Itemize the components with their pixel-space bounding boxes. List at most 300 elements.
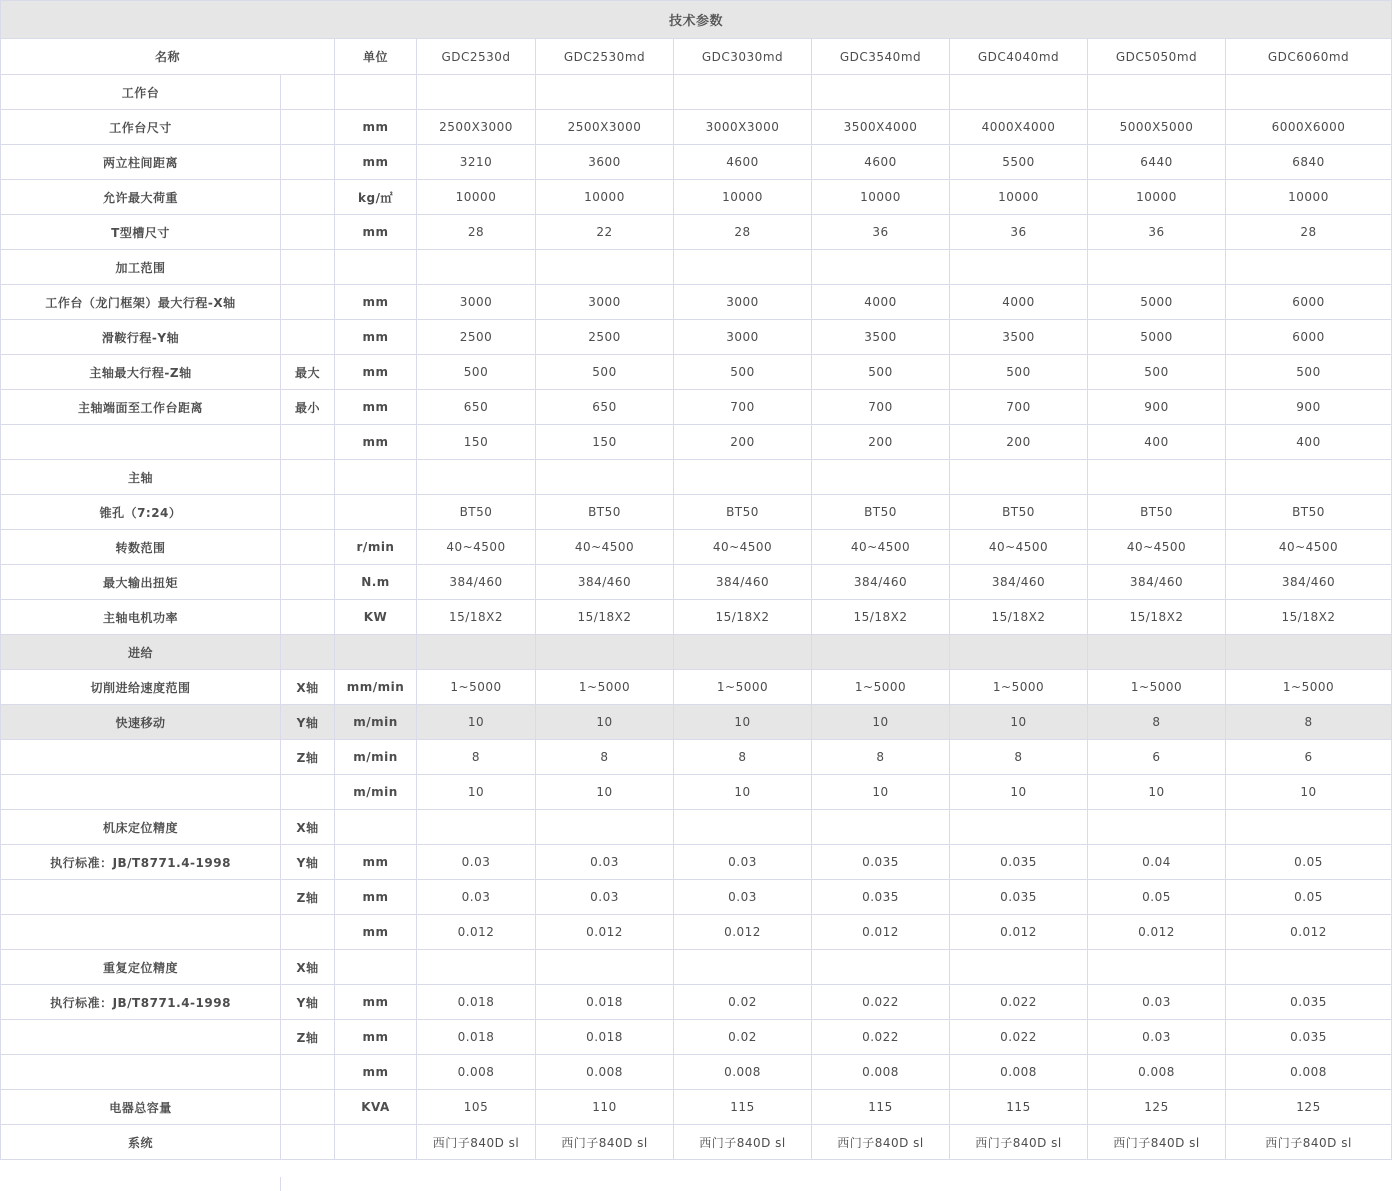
row-value: 0.018 [417, 1020, 536, 1055]
table-row [1, 810, 1392, 845]
row-value: 115 [674, 1090, 812, 1125]
row-value: 5000X5000 [1088, 110, 1226, 145]
row-value: 0.012 [417, 915, 536, 950]
row-sub [281, 180, 335, 215]
row-value: BT50 [1226, 495, 1392, 530]
row-value: 10000 [812, 180, 950, 215]
row-value: 西门子840D sl [417, 1125, 536, 1160]
row-value: 8 [812, 740, 950, 775]
row-value: 0.035 [950, 880, 1088, 915]
row-value: 700 [674, 390, 812, 425]
table-row [1, 880, 1392, 915]
row-value: 28 [674, 215, 812, 250]
row-sub: Y轴 [281, 985, 335, 1020]
row-value: 700 [950, 390, 1088, 425]
row-name [1, 775, 281, 810]
row-value: 115 [950, 1090, 1088, 1125]
row-value [812, 635, 950, 670]
row-value: 15/18X2 [1226, 600, 1392, 635]
row-value: BT50 [674, 495, 812, 530]
header-model: GDC3030md [674, 39, 812, 75]
table-row [1, 250, 1392, 285]
row-value [417, 460, 536, 495]
row-value: 0.03 [1088, 1020, 1226, 1055]
table-row [1, 495, 1392, 530]
row-sub [281, 635, 335, 670]
row-name: 两立柱间距离 [1, 145, 281, 180]
row-value: 28 [417, 215, 536, 250]
row-value: 2500X3000 [536, 110, 674, 145]
row-value: 400 [1226, 425, 1392, 460]
row-value [812, 250, 950, 285]
table-row [1, 75, 1392, 110]
row-value: 8 [1088, 705, 1226, 740]
row-value: 40~4500 [812, 530, 950, 565]
row-value: 0.03 [417, 845, 536, 880]
table-row [1, 355, 1392, 390]
row-value [536, 250, 674, 285]
row-value [674, 810, 812, 845]
row-name [1, 740, 281, 775]
row-value: 0.018 [536, 985, 674, 1020]
row-value [417, 635, 536, 670]
header-model: GDC6060md [1226, 39, 1392, 75]
row-unit: kg/㎡ [335, 180, 417, 215]
row-value: 110 [536, 1090, 674, 1125]
row-value: 200 [950, 425, 1088, 460]
row-value: 0.035 [1226, 1020, 1392, 1055]
row-name: 工作台尺寸 [1, 110, 281, 145]
row-value [536, 460, 674, 495]
row-value: 2500X3000 [417, 110, 536, 145]
row-sub [281, 565, 335, 600]
row-unit: mm [335, 145, 417, 180]
row-value: 0.03 [674, 845, 812, 880]
row-value: 0.05 [1088, 880, 1226, 915]
row-value: 0.03 [674, 880, 812, 915]
row-value: BT50 [536, 495, 674, 530]
row-value [1226, 75, 1392, 110]
row-sub [281, 1090, 335, 1125]
row-name: 快速移动 [1, 705, 281, 740]
row-value: 15/18X2 [417, 600, 536, 635]
row-value: BT50 [1088, 495, 1226, 530]
row-value: 10000 [950, 180, 1088, 215]
row-sub [281, 460, 335, 495]
row-value [950, 250, 1088, 285]
row-value: 0.022 [812, 985, 950, 1020]
row-value: 西门子840D sl [812, 1125, 950, 1160]
row-name: 切削进给速度范围 [1, 670, 281, 705]
row-unit: KVA [335, 1090, 417, 1125]
row-value: 40~4500 [950, 530, 1088, 565]
row-sub [281, 285, 335, 320]
row-value: 6440 [1088, 145, 1226, 180]
row-name: 允许最大荷重 [1, 180, 281, 215]
row-value: 700 [812, 390, 950, 425]
row-value: 6 [1226, 740, 1392, 775]
row-value [1088, 75, 1226, 110]
row-value: 650 [536, 390, 674, 425]
row-value [536, 75, 674, 110]
row-sub: 最大 [281, 355, 335, 390]
row-name: 执行标准：JB/T8771.4-1998 [1, 845, 281, 880]
row-unit [335, 810, 417, 845]
table-row [1, 215, 1392, 250]
row-value: 4000X4000 [950, 110, 1088, 145]
row-name: 主轴 [1, 460, 281, 495]
row-value: 40~4500 [536, 530, 674, 565]
row-value: 西门子840D sl [674, 1125, 812, 1160]
row-value: 22 [536, 215, 674, 250]
row-name: 最大输出扭矩 [1, 565, 281, 600]
row-value: 384/460 [674, 565, 812, 600]
row-value: 0.012 [1226, 915, 1392, 950]
row-value: 500 [1088, 355, 1226, 390]
row-value: 0.022 [950, 1020, 1088, 1055]
row-unit [335, 75, 417, 110]
row-name [1, 1020, 281, 1055]
row-name: 加工范围 [1, 250, 281, 285]
row-value: 0.022 [950, 985, 1088, 1020]
table-row [1, 985, 1392, 1020]
row-value: 900 [1226, 390, 1392, 425]
row-value: 40~4500 [1088, 530, 1226, 565]
row-value: 0.008 [1226, 1055, 1392, 1090]
header-model: GDC2530md [536, 39, 674, 75]
row-sub [281, 75, 335, 110]
row-value [950, 810, 1088, 845]
row-unit: m/min [335, 775, 417, 810]
row-value: 10 [950, 775, 1088, 810]
row-value [950, 950, 1088, 985]
row-value: 3500 [950, 320, 1088, 355]
row-sub [281, 600, 335, 635]
header-model: GDC4040md [950, 39, 1088, 75]
row-value [1226, 460, 1392, 495]
table-row [1, 740, 1392, 775]
row-value: 8 [1226, 705, 1392, 740]
row-value: 10 [674, 705, 812, 740]
row-name: T型槽尺寸 [1, 215, 281, 250]
row-value: 384/460 [812, 565, 950, 600]
row-sub: Y轴 [281, 705, 335, 740]
table-row [1, 635, 1392, 670]
row-unit: KW [335, 600, 417, 635]
row-sub [281, 915, 335, 950]
row-unit: mm [335, 1020, 417, 1055]
row-name: 进给 [1, 635, 281, 670]
row-value [1088, 810, 1226, 845]
row-value: 40~4500 [1226, 530, 1392, 565]
row-value [536, 950, 674, 985]
row-value: 3500 [812, 320, 950, 355]
row-unit: mm [335, 390, 417, 425]
table-row [1, 110, 1392, 145]
row-value: 0.04 [1088, 845, 1226, 880]
row-unit [335, 250, 417, 285]
row-unit: mm [335, 915, 417, 950]
row-value [417, 250, 536, 285]
row-unit: mm [335, 355, 417, 390]
row-value: 8 [950, 740, 1088, 775]
row-value: 西门子840D sl [1088, 1125, 1226, 1160]
row-value: 150 [536, 425, 674, 460]
row-unit: m/min [335, 740, 417, 775]
row-sub [281, 250, 335, 285]
table-tail-line [280, 1177, 281, 1191]
row-unit: N.m [335, 565, 417, 600]
row-value: 0.035 [1226, 985, 1392, 1020]
row-value: 500 [417, 355, 536, 390]
row-name [1, 915, 281, 950]
row-value: 200 [812, 425, 950, 460]
table-row [1, 565, 1392, 600]
row-unit: mm [335, 285, 417, 320]
row-sub [281, 1125, 335, 1160]
row-unit: mm [335, 880, 417, 915]
row-value: 10 [812, 705, 950, 740]
row-value: 40~4500 [417, 530, 536, 565]
row-value [1088, 635, 1226, 670]
table-row [1, 530, 1392, 565]
row-value [1088, 950, 1226, 985]
row-value: 1~5000 [536, 670, 674, 705]
row-value [1226, 810, 1392, 845]
table-row [1, 1055, 1392, 1090]
row-sub: Z轴 [281, 880, 335, 915]
row-value: 3500X4000 [812, 110, 950, 145]
row-value: 6840 [1226, 145, 1392, 180]
row-unit [335, 950, 417, 985]
row-value [674, 250, 812, 285]
row-name [1, 425, 281, 460]
row-value: 0.022 [812, 1020, 950, 1055]
row-value: 10 [1226, 775, 1392, 810]
row-value [536, 810, 674, 845]
row-value: 3000 [674, 320, 812, 355]
row-unit [335, 1125, 417, 1160]
row-value: 8 [674, 740, 812, 775]
row-value: 125 [1226, 1090, 1392, 1125]
table-row [1, 1090, 1392, 1125]
row-value: BT50 [417, 495, 536, 530]
row-name: 主轴电机功率 [1, 600, 281, 635]
row-value: 3000X3000 [674, 110, 812, 145]
table-row [1, 1125, 1392, 1160]
row-value: 500 [536, 355, 674, 390]
row-value: 1~5000 [1226, 670, 1392, 705]
row-name: 工作台 [1, 75, 281, 110]
row-value: 0.012 [812, 915, 950, 950]
row-unit: mm [335, 1055, 417, 1090]
row-value: BT50 [950, 495, 1088, 530]
row-sub: 最小 [281, 390, 335, 425]
row-value [1226, 250, 1392, 285]
row-name [1, 880, 281, 915]
row-name: 转数范围 [1, 530, 281, 565]
row-value: 105 [417, 1090, 536, 1125]
table-row [1, 425, 1392, 460]
table-row [1, 390, 1392, 425]
row-sub: X轴 [281, 950, 335, 985]
table-row [1, 845, 1392, 880]
row-value [950, 635, 1088, 670]
header-model: GDC5050md [1088, 39, 1226, 75]
row-value: 3000 [417, 285, 536, 320]
row-value [674, 635, 812, 670]
row-value: 10000 [674, 180, 812, 215]
row-value [674, 950, 812, 985]
table-row [1, 1020, 1392, 1055]
header-name: 名称 [1, 39, 335, 75]
row-value: 10000 [1088, 180, 1226, 215]
row-value: 0.035 [950, 845, 1088, 880]
row-value: 1~5000 [674, 670, 812, 705]
row-unit: mm [335, 845, 417, 880]
row-sub [281, 775, 335, 810]
row-value: 0.012 [674, 915, 812, 950]
header-model: GDC2530d [417, 39, 536, 75]
row-value [812, 810, 950, 845]
row-value [950, 75, 1088, 110]
row-name: 锥孔（7:24） [1, 495, 281, 530]
row-value [536, 635, 674, 670]
row-sub: X轴 [281, 670, 335, 705]
row-value: 8 [417, 740, 536, 775]
row-value: 10000 [417, 180, 536, 215]
table-row [1, 775, 1392, 810]
row-sub: Z轴 [281, 1020, 335, 1055]
row-value: 384/460 [417, 565, 536, 600]
row-value: 1~5000 [812, 670, 950, 705]
table-title: 技术参数 [1, 1, 1392, 39]
row-name: 机床定位精度 [1, 810, 281, 845]
row-value: 5000 [1088, 320, 1226, 355]
row-value: 8 [536, 740, 674, 775]
row-value [812, 950, 950, 985]
row-value: 384/460 [1088, 565, 1226, 600]
row-sub: Y轴 [281, 845, 335, 880]
row-value: 4600 [674, 145, 812, 180]
row-value: 36 [812, 215, 950, 250]
table-row [1, 180, 1392, 215]
row-value: 2500 [536, 320, 674, 355]
row-value: 1~5000 [950, 670, 1088, 705]
row-value: 500 [674, 355, 812, 390]
row-value: 0.008 [536, 1055, 674, 1090]
row-value: 384/460 [1226, 565, 1392, 600]
row-unit: mm [335, 320, 417, 355]
row-value: 4600 [812, 145, 950, 180]
row-name: 执行标准：JB/T8771.4-1998 [1, 985, 281, 1020]
row-value: 10000 [1226, 180, 1392, 215]
row-value [950, 460, 1088, 495]
row-value: 115 [812, 1090, 950, 1125]
row-value [417, 75, 536, 110]
row-value: 6000X6000 [1226, 110, 1392, 145]
row-sub [281, 320, 335, 355]
row-value: 0.008 [417, 1055, 536, 1090]
row-value [812, 75, 950, 110]
row-value [1088, 250, 1226, 285]
row-value: 0.05 [1226, 845, 1392, 880]
row-value: 3210 [417, 145, 536, 180]
row-sub [281, 530, 335, 565]
row-value [1088, 460, 1226, 495]
row-value: 0.018 [536, 1020, 674, 1055]
row-value [1226, 635, 1392, 670]
table-row [1, 670, 1392, 705]
row-value: 3600 [536, 145, 674, 180]
row-value: 15/18X2 [1088, 600, 1226, 635]
table-row [1, 460, 1392, 495]
row-value: 0.035 [812, 845, 950, 880]
row-value: 36 [950, 215, 1088, 250]
row-unit [335, 460, 417, 495]
row-value: 4000 [950, 285, 1088, 320]
row-value: 0.012 [950, 915, 1088, 950]
row-value: 6000 [1226, 285, 1392, 320]
row-value: 150 [417, 425, 536, 460]
row-value: 0.05 [1226, 880, 1392, 915]
row-name: 主轴端面至工作台距离 [1, 390, 281, 425]
row-sub: Z轴 [281, 740, 335, 775]
row-value: 西门子840D sl [536, 1125, 674, 1160]
row-value: 28 [1226, 215, 1392, 250]
row-value: 3000 [536, 285, 674, 320]
row-value: 0.03 [536, 845, 674, 880]
row-sub [281, 215, 335, 250]
table-row [1, 915, 1392, 950]
row-unit: mm/min [335, 670, 417, 705]
row-value: 500 [812, 355, 950, 390]
row-value: 10 [812, 775, 950, 810]
row-value: 400 [1088, 425, 1226, 460]
row-unit: mm [335, 110, 417, 145]
row-value: 0.008 [1088, 1055, 1226, 1090]
row-value: 3000 [674, 285, 812, 320]
row-value: 10 [536, 705, 674, 740]
row-unit [335, 635, 417, 670]
row-sub [281, 425, 335, 460]
row-unit: r/min [335, 530, 417, 565]
row-value: 10 [674, 775, 812, 810]
row-value: 15/18X2 [536, 600, 674, 635]
row-value [417, 950, 536, 985]
header-model: GDC3540md [812, 39, 950, 75]
row-value: 西门子840D sl [950, 1125, 1088, 1160]
row-value: 384/460 [536, 565, 674, 600]
row-value: 0.008 [950, 1055, 1088, 1090]
row-value [674, 460, 812, 495]
row-value: 0.03 [417, 880, 536, 915]
row-unit [335, 495, 417, 530]
row-sub [281, 495, 335, 530]
table-row [1, 145, 1392, 180]
row-value [812, 460, 950, 495]
row-value: 1~5000 [1088, 670, 1226, 705]
row-sub [281, 110, 335, 145]
row-unit: mm [335, 215, 417, 250]
row-unit: mm [335, 425, 417, 460]
row-name: 系统 [1, 1125, 281, 1160]
table-row [1, 600, 1392, 635]
row-value: 15/18X2 [950, 600, 1088, 635]
row-value: 0.03 [1088, 985, 1226, 1020]
row-name: 工作台（龙门框架）最大行程-X轴 [1, 285, 281, 320]
row-value: 1~5000 [417, 670, 536, 705]
